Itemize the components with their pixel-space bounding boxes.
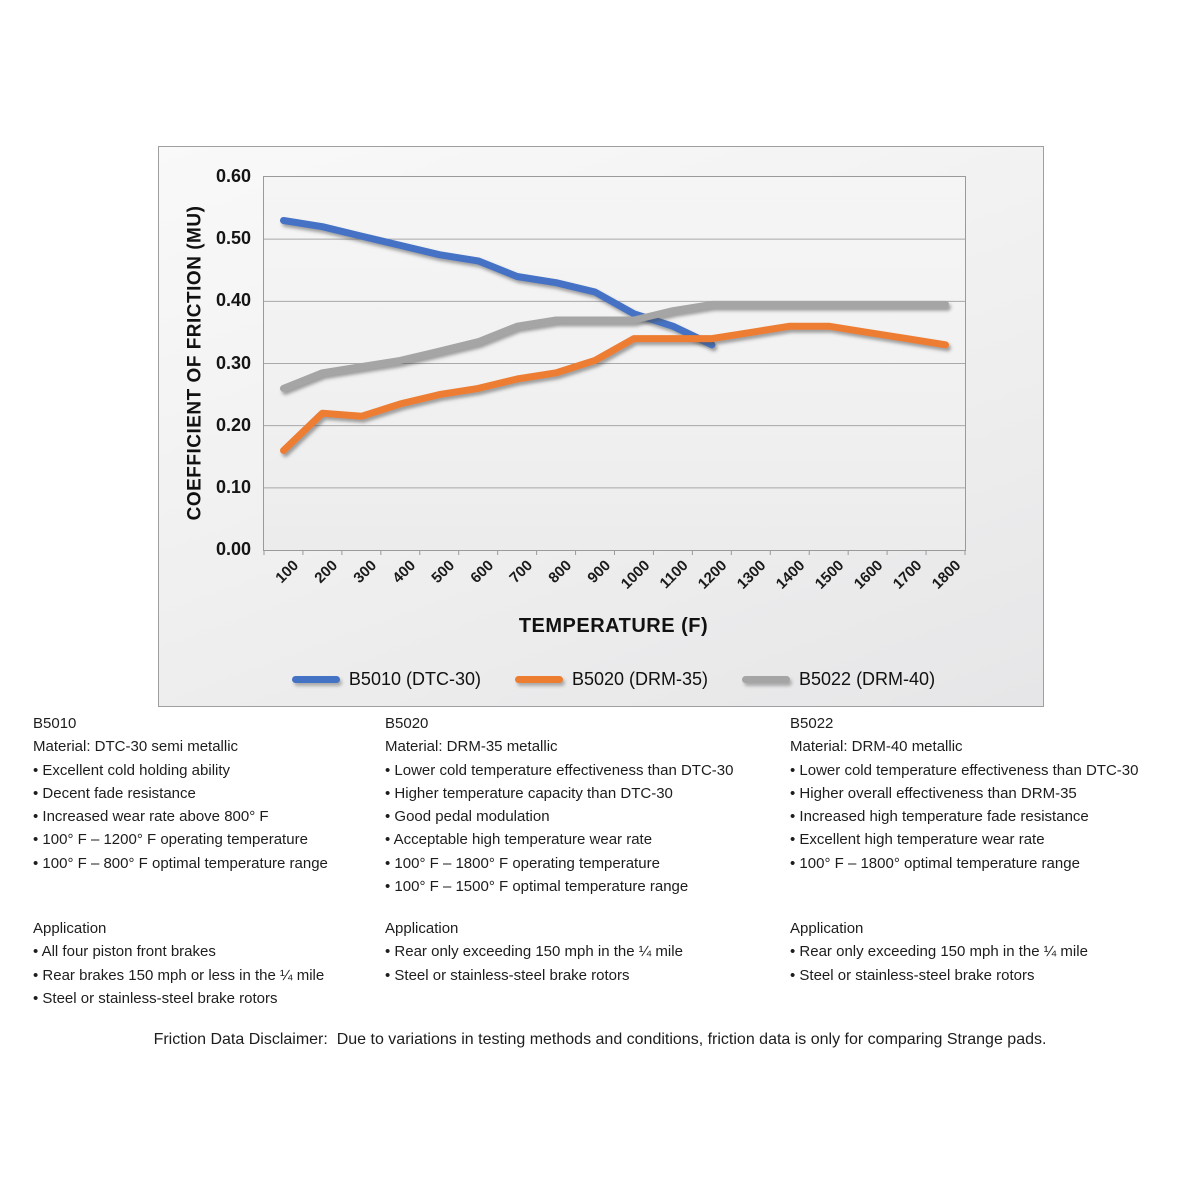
feature-item: • Good pedal modulation [385,808,550,826]
y-tick-label: 0.30 [215,352,251,373]
feature-item: • 100° F – 800° F optimal temperature range [33,854,328,872]
application-item: • All four piston front brakes [33,943,216,961]
y-tick-label: 0.00 [215,539,251,559]
feature-item: • Decent fade resistance [33,784,196,802]
application-item: • Steel or stainless-steel brake rotors [33,989,278,1007]
legend-label-b5010: B5010 (DTC-30) [348,668,481,689]
feature-list [790,759,1138,875]
legend-item-b5010 [292,669,481,690]
column-b5020 [385,712,733,1012]
feature-item: • Lower cold temperature effectiveness than DTC-30 [385,761,734,779]
application-title: Application [33,920,107,937]
y-tick-label: 0.60 [215,166,251,186]
application-block [790,917,1088,987]
legend-swatch-b5010-line-icon [292,676,340,683]
feature-item: • Excellent high temperature wear rate [790,831,1045,849]
x-axis-tick-labels: 100 200 300 400 500 600 700 800 900 1000 1100 1200 1300 1400 1500 1600 1700 1800 [272,557,965,593]
feature-item: • Excellent cold holding ability [33,761,231,779]
legend-label-b5022: B5022 (DRM-40) [799,668,936,689]
feature-item: • Acceptable high temperature wear rate [385,831,653,849]
legend-item-b5020 [515,669,708,690]
feature-item: • 100° F – 1800° optimal temperature range [790,854,1080,872]
feature-item: • 100° F – 1500° F optimal temperature range [385,878,689,896]
chart-legend [263,665,964,693]
application-item: • Steel or stainless-steel brake rotors [385,966,630,984]
application-block [385,917,683,987]
application-title: Application [790,920,864,937]
y-tick-label: 0.10 [215,476,251,497]
product-material: Material: DTC-30 semi metallic [33,738,239,756]
feature-item: • Higher temperature capacity than DTC-30 [385,784,673,802]
y-tick-label: 0.40 [215,290,251,311]
product-id: B5022 [790,715,834,732]
x-axis-title: TEMPERATURE (F) [518,615,709,637]
application-item: • Rear only exceeding 150 mph in the ¼ mile [385,943,683,961]
y-axis-title: COEFFICIENT OF FRICTION (MU) [184,205,206,521]
product-material: Material: DRM-35 metallic [385,738,558,756]
application-title: Application [385,920,459,937]
legend-item-b5022 [742,669,935,690]
application-list [385,940,683,987]
y-tick-label: 0.20 [215,414,251,435]
feature-list [385,759,733,899]
legend-swatch-b5020-line-icon [515,676,563,683]
friction-data-disclaimer: Friction Data Disclaimer: Due to variations in testing methods and conditions, friction data is only for comparing Strange pads. [153,1031,1047,1048]
feature-item: • 100° F – 1800° F operating temperature [385,854,660,872]
product-material: Material: DRM-40 metallic [790,738,963,756]
feature-item: • Higher overall effectiveness than DRM-35 [790,784,1077,802]
product-id: B5010 [33,715,77,732]
product-id: B5020 [385,715,429,732]
column-b5010 [33,712,328,1012]
chart-lines [264,177,965,550]
application-list [33,940,324,1010]
feature-item: • 100° F – 1200° F operating temperature [33,831,308,849]
application-item: • Rear only exceeding 150 mph in the ¼ mile [790,943,1088,961]
legend-swatch-b5022-line-icon [742,676,790,683]
legend-label-b5020: B5020 (DRM-35) [571,668,709,689]
application-item: • Rear brakes 150 mph or less in the ¼ mile [33,966,325,984]
plot-area [263,176,966,551]
application-block [33,917,324,1010]
feature-item: • Lower cold temperature effectiveness than DTC-30 [790,761,1139,779]
friction-chart-panel [158,146,1044,707]
feature-item: • Increased wear rate above 800° F [33,808,269,826]
feature-list [33,759,328,875]
application-item: • Steel or stainless-steel brake rotors [790,966,1035,984]
y-tick-label: 0.50 [215,228,251,249]
feature-item: • Increased high temperature fade resistance [790,808,1089,826]
column-b5022 [790,712,1138,1012]
application-list [790,940,1088,987]
